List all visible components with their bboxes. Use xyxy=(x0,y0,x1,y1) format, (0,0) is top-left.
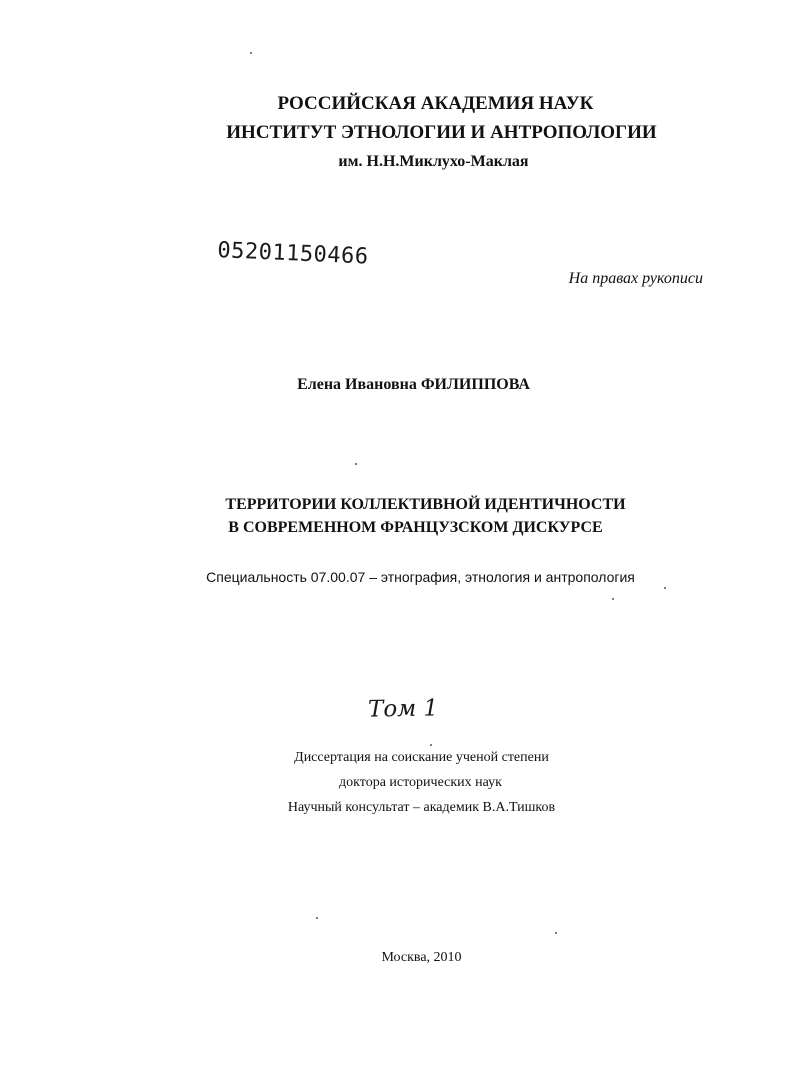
thesis-title-line-2: В СОВРЕМЕННОМ ФРАНЦУЗСКОМ ДИСКУРСЕ xyxy=(228,519,603,536)
academy-name: РОССИЙСКАЯ АКАДЕМИЯ НАУК xyxy=(277,93,594,114)
library-stamp-number: 05201150466 xyxy=(216,238,370,270)
scan-speck xyxy=(355,463,357,465)
scan-speck xyxy=(612,598,614,600)
scan-speck xyxy=(555,932,557,934)
scan-speck xyxy=(316,917,318,919)
rights-note: На правах рукописи xyxy=(568,270,703,287)
dissertation-line-3: Научный консультат – академик В.А.Тишков xyxy=(287,800,556,815)
author-name: Елена Ивановна ФИЛИППОВА xyxy=(297,376,530,393)
dissertation-line-2: доктора исторических наук xyxy=(339,775,502,790)
scan-speck xyxy=(430,744,432,746)
institute-name: ИНСТИТУТ ЭТНОЛОГИИ И АНТРОПОЛОГИИ xyxy=(226,122,657,143)
scan-speck xyxy=(250,52,252,54)
specialty-line: Специальность 07.00.07 – этнография, этнология и антропология xyxy=(206,569,635,585)
place-year: Москва, 2010 xyxy=(381,950,462,965)
scan-speck xyxy=(664,587,666,589)
institute-named-after: им. Н.Н.Миклухо-Маклая xyxy=(338,153,529,170)
dissertation-line-1: Диссертация на соискание ученой степени xyxy=(294,750,549,765)
thesis-title-line-1: ТЕРРИТОРИИ КОЛЛЕКТИВНОЙ ИДЕНТИЧНОСТИ xyxy=(225,496,626,513)
handwritten-volume: Том 1 xyxy=(367,695,439,723)
